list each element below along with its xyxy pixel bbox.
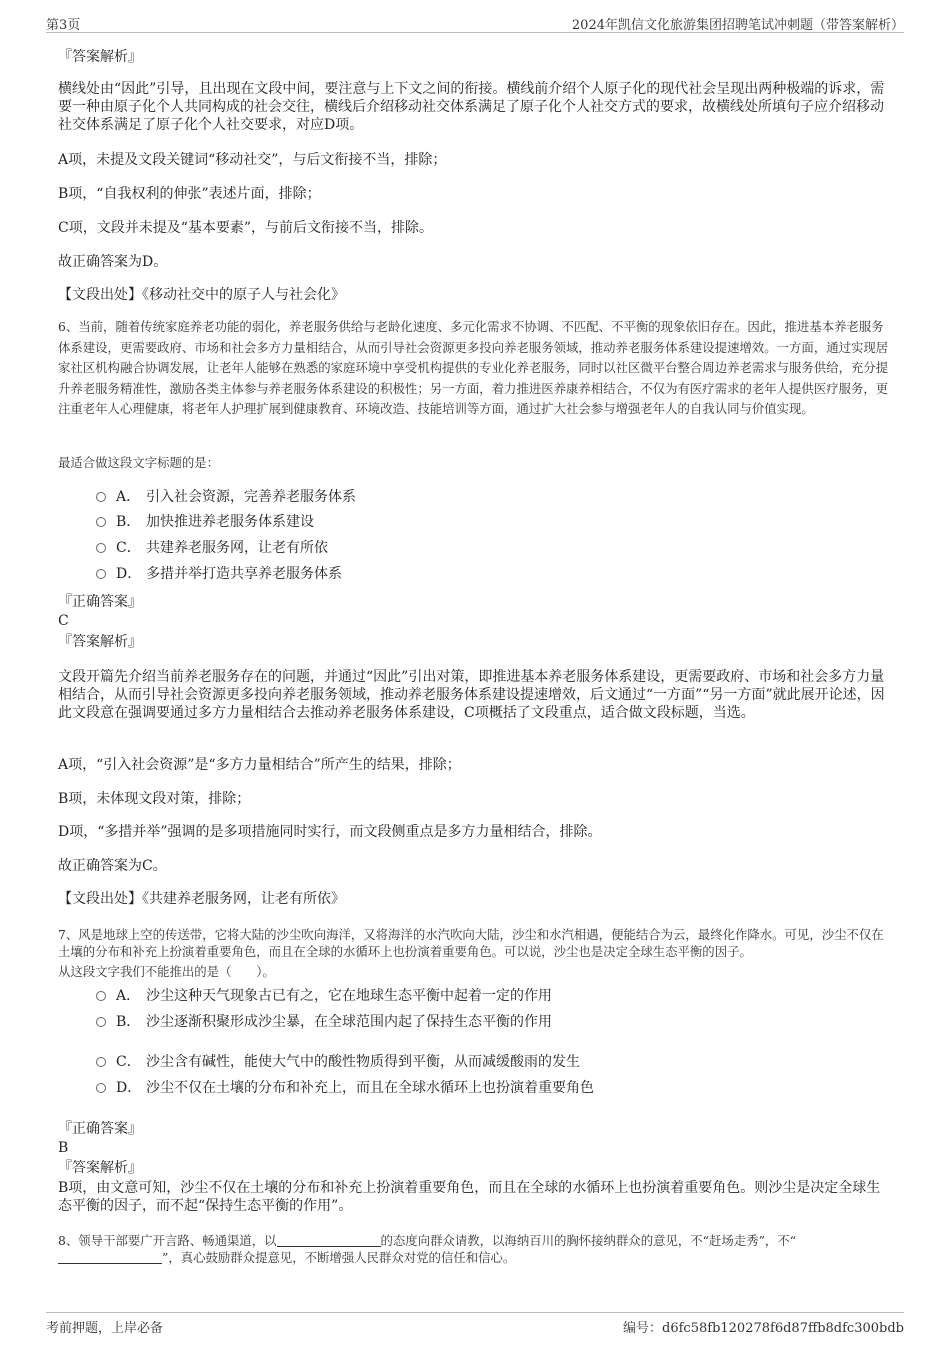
page-number: 第3页 [46,18,81,33]
q6-answer-label: 『正确答案』 [58,594,142,610]
q7-analysis: B项，由文意可知，沙尘不仅在土壤的分布和补充上扮演着重要角色，而且在全球的水循环上也扮演着重要角色。则沙尘是决定全球生态平衡的因子，而不起“保持生态平衡的作用”。 [58,1180,881,1214]
q6-option-a[interactable]: A． 引入社会资源，完善养老服务体系 [96,488,356,506]
q6-option-a-analysis: A项，“引入社会资源”是“多方力量相结合”所产生的结果，排除； [58,757,461,773]
q7-stem: 7、风是地球上空的传送带，它将大陆的沙尘吹向海洋，又将海洋的水汽吹向大陆，沙尘和水汽相遇，便能结合为云，最终化作降水。可见，沙尘不仅在土壤的分布和补充上扮演着重要角色，而且在全球的水循环上也扮演着重要角色。可以说，沙尘也是决定全球生态平衡的因子。 [58,927,884,959]
page-footer [46,1312,904,1335]
q7-answer-label: 『正确答案』 [58,1121,142,1137]
radio-icon[interactable] [96,1017,106,1027]
q7-option-b[interactable]: B． 沙尘逐渐积聚形成沙尘暴，在全球范围内起了保持生态平衡的作用 [96,1013,552,1031]
q6-conclusion: 故正确答案为C。 [58,858,167,874]
document-id: 编号：d6fc58fb120278f6d87ffb8dfc300bdb [623,1321,904,1336]
q5-conclusion: 故正确答案为D。 [58,254,168,270]
radio-icon[interactable] [96,543,106,553]
q7-option-d[interactable]: D． 沙尘不仅在土壤的分布和补充上，而且在全球水循环上也扮演着重要角色 [96,1079,594,1097]
document-title: 2024年凯信文化旅游集团招聘笔试冲刺题（带答案解析） [571,18,904,33]
fill-blank-1[interactable] [277,1234,381,1247]
q6-option-c[interactable]: C． 共建养老服务网，让老有所依 [96,539,328,557]
q6-option-d-analysis: D项，“多措并举”强调的是多项措施同时实行，而文段侧重点是多方力量相结合，排除。 [58,824,602,840]
q7-analysis-label: 『答案解析』 [58,1160,142,1176]
page-header [46,12,904,33]
q5-source: 【文段出处】《移动社交中的原子人与社会化》 [58,287,345,303]
q7-answer: B [58,1140,69,1156]
q7-question: 从这段文字我们不能推出的是（ ）。 [58,964,275,979]
q5-option-c-analysis: C项，文段并未提及“基本要素”，与前后文衔接不当，排除。 [58,220,434,236]
q6-question: 最适合做这段文字标题的是： [58,455,220,470]
q8-stem: 8、领导干部要广开言路、畅通渠道，以 的态度向群众请教，以海纳百川的胸怀接纳群众的意见，不“赶场走秀”，不“ ”，真心鼓励群众提意见，不断增强人民群众对党的信任和信心。 [58,1233,797,1265]
q7-option-c[interactable]: C． 沙尘含有碱性，能使大气中的酸性物质得到平衡，从而减缓酸雨的发生 [96,1053,580,1071]
radio-icon[interactable] [96,569,106,579]
footer-slogan: 考前押题，上岸必备 [46,1321,164,1336]
q5-analysis: 横线处由“因此”引导，且出现在文段中间，要注意与上下文之间的衔接。横线前介绍个人原子化的现代社会呈现出两种极端的诉求，需要一种由原子化个人共同构成的社会交往，横线后介绍移动社交体系满足了原子化个人社交方式的要求，故横线处所填句子应介绍移动社交体系满足了原子化个人社交要求，对应D项。 [58,81,885,133]
q7-option-a[interactable]: A． 沙尘这种天气现象古已有之，它在地球生态平衡中起着一定的作用 [96,987,552,1005]
q6-analysis-label: 『答案解析』 [58,634,142,650]
q5-option-a-analysis: A项，未提及文段关键词“移动社交”，与后文衔接不当，排除； [58,152,447,168]
q6-option-d[interactable]: D． 多措并举打造共享养老服务体系 [96,565,342,583]
q6-answer: C [58,613,69,629]
fill-blank-2[interactable] [58,1251,162,1264]
radio-icon[interactable] [96,1057,106,1067]
q6-option-b[interactable]: B． 加快推进养老服务体系建设 [96,513,314,531]
radio-icon[interactable] [96,1083,106,1093]
q6-option-b-analysis: B项，未体现文段对策，排除； [58,791,251,807]
radio-icon[interactable] [96,492,106,502]
radio-icon[interactable] [96,991,106,1001]
q5-option-b-analysis: B项，“自我权利的伸张”表述片面，排除； [58,186,321,202]
q6-stem: 6、当前，随着传统家庭养老功能的弱化，养老服务供给与老龄化速度、多元化需求不协调、不匹配、不平衡的现象依旧存在。因此，推进基本养老服务体系建设，更需要政府、市场和社会多方力量相结合，从而引导社会资源更多投向养老服务领域，推动养老服务体系建设提速增效。一方面，通过实现居家社区机构融合协调发展，让老年人能够在熟悉的家庭环境中享受机构提供的专业化养老服务，同时以社区微平台整合周边养老需求与服务供给，充分提升养老服务精准性，激励各类主体参与养老服务体系建设的积极性；另一方面，着力推进医养康养相结合，不仅为有医疗需求的老年人提供医疗服务，更注重老年人心理健康，将老年人护理扩展到健康教育、环境改造、技能培训等方面，通过扩大社会参与增强老年人的自我认同与价值实现。 [58,319,889,416]
q6-source: 【文段出处】《共建养老服务网，让老有所依》 [58,891,345,907]
radio-icon[interactable] [96,517,106,527]
q5-analysis-label: 『答案解析』 [58,49,142,65]
q6-analysis: 文段开篇先介绍当前养老服务存在的问题，并通过“因此”引出对策，即推进基本养老服务体系建设，更需要政府、市场和社会多方力量相结合，从而引导社会资源更多投向养老服务领域，推动养老服务体系建设提速增效，后文通过“一方面”“另一方面”就此展开论述，因此文段意在强调要通过多方力量相结合去推动养老服务体系建设，C项概括了文段重点，适合做文段标题，当选。 [58,669,885,721]
